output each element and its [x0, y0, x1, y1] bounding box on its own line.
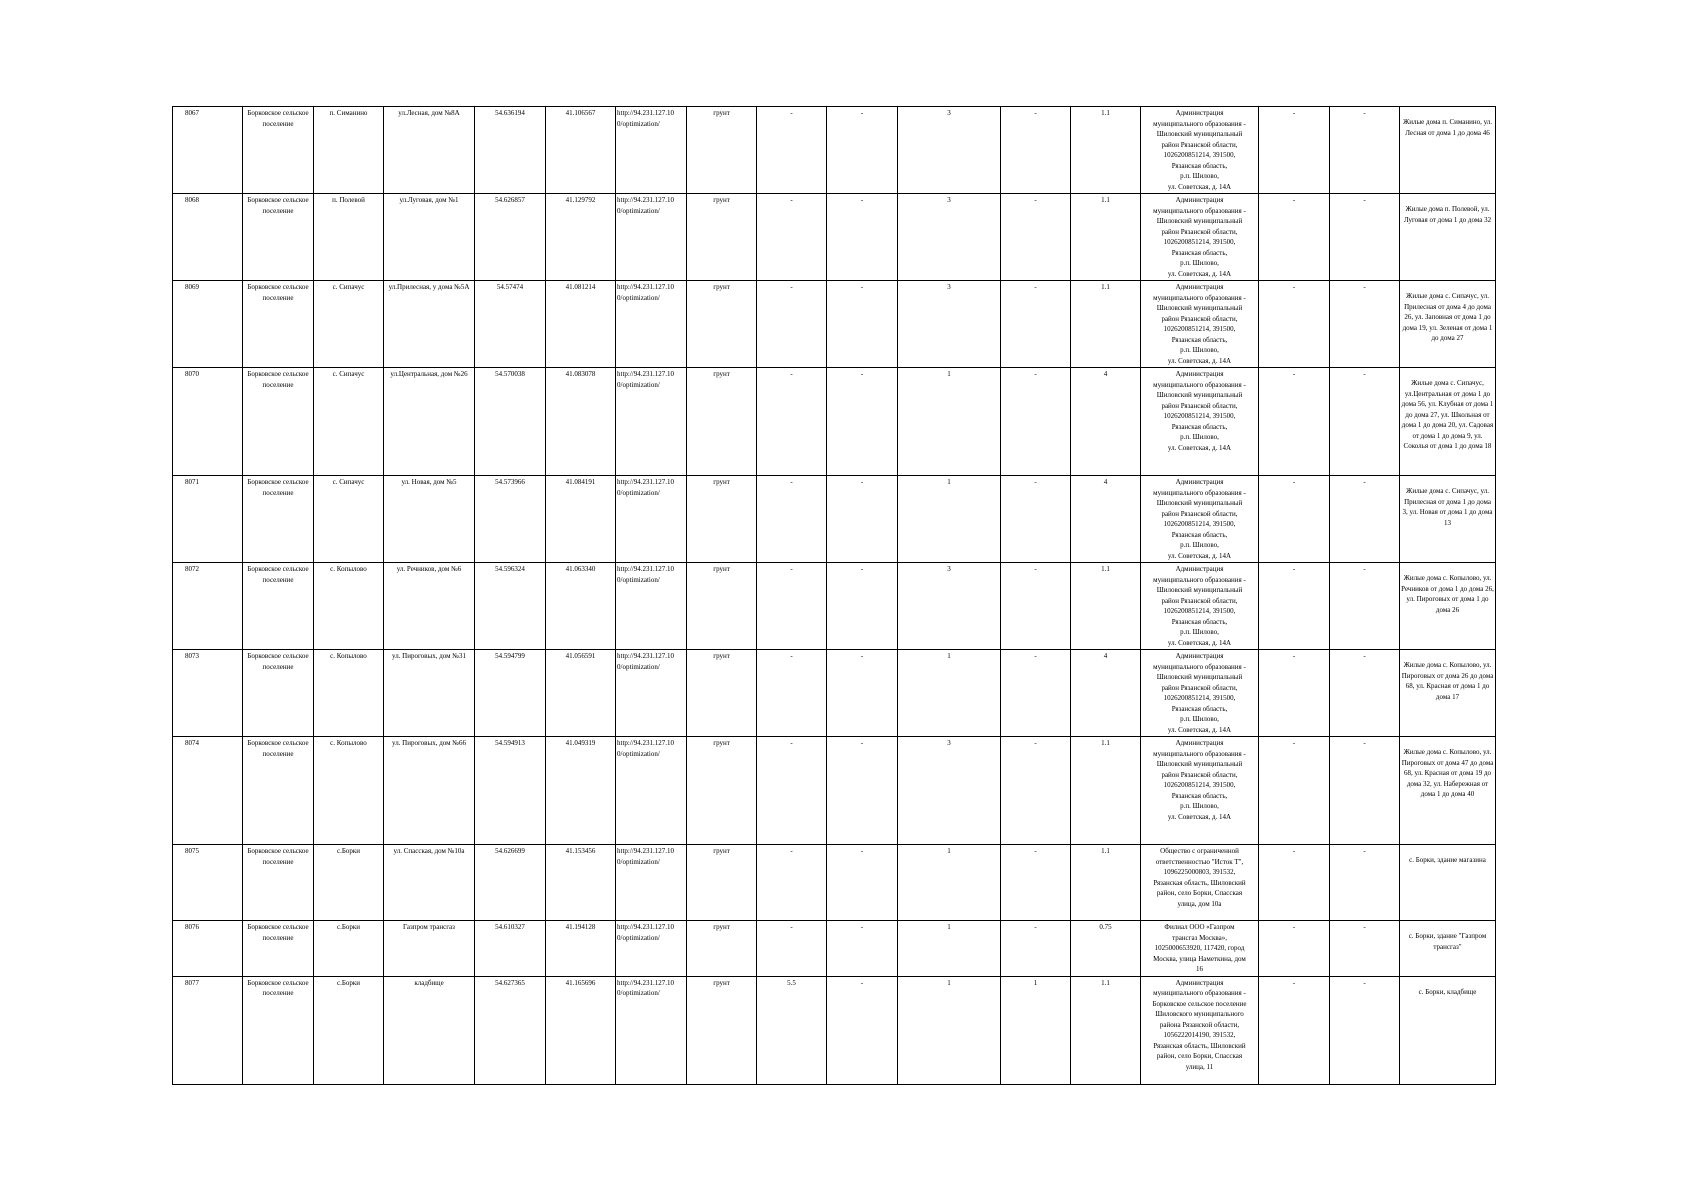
cell-address: кладбище	[384, 976, 475, 1084]
cell-address: ул.Луговая, дом №1	[384, 194, 475, 281]
table-row	[173, 281, 1496, 368]
owner-line: р.п. Шилово,	[1180, 172, 1219, 180]
cell-owner	[1141, 737, 1259, 845]
owner-line: р.п. Шилово,	[1180, 346, 1219, 354]
cell-c1: -	[757, 921, 827, 977]
owner-line: Администрация	[1175, 739, 1224, 747]
cell-owner	[1141, 107, 1259, 194]
table-row	[173, 845, 1496, 921]
cell-c5: -	[1259, 737, 1330, 845]
cell-settlement: Борковское сельское поселение	[243, 650, 314, 737]
cell-surface: грунт	[687, 976, 757, 1084]
cell-address: ул. Речников, дом №6	[384, 563, 475, 650]
cell-c3: 1	[898, 976, 1001, 1084]
owner-line: муниципального образования -	[1153, 488, 1246, 497]
owner-line: трансгаз Москва»,	[1172, 933, 1227, 942]
owner-line: Администрация	[1175, 978, 1224, 987]
cell-owner	[1141, 368, 1259, 476]
cell-c3: 3	[898, 563, 1001, 650]
cell-address: ул.Лесная, дом №8А	[384, 107, 475, 194]
cell-id: 8067	[173, 107, 243, 194]
cell-c1: -	[757, 281, 827, 368]
cell-owner	[1141, 650, 1259, 737]
owner-line: Шиловский муниципальный	[1156, 499, 1243, 507]
cell-locality: с. Копылово	[314, 563, 384, 650]
owner-line: 1025000653920, 117420, город	[1154, 944, 1245, 952]
owner-line: Москва, улица Наметкина, дом	[1153, 954, 1246, 963]
cell-c2: -	[827, 563, 898, 650]
cell-id: 8075	[173, 845, 243, 921]
cell-c3: 1	[898, 650, 1001, 737]
cell-id: 8071	[173, 476, 243, 563]
cell-c4: -	[1001, 281, 1071, 368]
cell-c5: -	[1259, 921, 1330, 977]
owner-line: 1096225000803, 391532,	[1163, 868, 1236, 876]
owner-line: Рязанская область,	[1171, 335, 1228, 344]
cell-surface: грунт	[687, 107, 757, 194]
cell-surface: грунт	[687, 737, 757, 845]
cell-lat: 54.627365	[475, 976, 546, 1084]
table-row	[173, 650, 1496, 737]
cell-c1: -	[757, 563, 827, 650]
cell-lat: 54.626857	[475, 194, 546, 281]
owner-line: Шиловского муниципального	[1155, 1010, 1244, 1018]
table-row	[173, 476, 1496, 563]
cell-lon: 41.153456	[546, 845, 616, 921]
cell-surface: грунт	[687, 921, 757, 977]
cell-settlement: Борковское сельское поселение	[243, 921, 314, 977]
cell-desc: Жилые дома п. Полевой, ул. Луговая от дома 1 до дома 32	[1400, 194, 1496, 281]
cell-locality: с.Борки	[314, 845, 384, 921]
cell-url: http://94.231.127.10 0/optimization/	[616, 976, 687, 1084]
cell-owner	[1141, 976, 1259, 1084]
cell-c5: -	[1259, 650, 1330, 737]
owner-line: район Рязанской области,	[1161, 401, 1238, 410]
cell-surface: грунт	[687, 368, 757, 476]
owner-line: 1026200851214, 391500,	[1163, 238, 1236, 246]
cell-id: 8073	[173, 650, 243, 737]
owner-line: муниципального образования -	[1153, 989, 1246, 997]
cell-owner	[1141, 281, 1259, 368]
cell-lon: 41.063340	[546, 563, 616, 650]
cell-c4: -	[1001, 368, 1071, 476]
cell-lon: 41.083078	[546, 368, 616, 476]
cell-c1: -	[757, 845, 827, 921]
owner-line: муниципального образования -	[1153, 119, 1246, 128]
cell-url: http://94.231.127.10 0/optimization/	[616, 563, 687, 650]
cell-c3: 1	[898, 921, 1001, 977]
cell-url: http://94.231.127.10 0/optimization/	[616, 194, 687, 281]
cell-url: http://94.231.127.10 0/optimization/	[616, 368, 687, 476]
owner-line: 1026200851214, 391500,	[1163, 607, 1236, 615]
cell-vol: 4	[1071, 650, 1141, 737]
cell-c6: -	[1330, 650, 1400, 737]
owner-line: район Рязанской области,	[1161, 683, 1238, 692]
cell-lon: 41.056591	[546, 650, 616, 737]
cell-c4: 1	[1001, 976, 1071, 1084]
cell-c4: -	[1001, 737, 1071, 845]
cell-c5: -	[1259, 368, 1330, 476]
table-row	[173, 194, 1496, 281]
owner-line: район, село Борки, Спасская	[1156, 889, 1243, 897]
owner-line: Шиловский муниципальный	[1156, 304, 1243, 312]
cell-desc: Жилые дома п. Симанино, ул. Лесная от дома 1 до дома 46	[1400, 107, 1496, 194]
owner-line: Шиловский муниципальный	[1156, 391, 1243, 399]
owner-line: Шиловский муниципальный	[1156, 130, 1243, 138]
cell-surface: грунт	[687, 650, 757, 737]
cell-c3: 1	[898, 476, 1001, 563]
owner-line: район Рязанской области,	[1161, 770, 1238, 779]
cell-address: ул.Центральная, дом №26	[384, 368, 475, 476]
cell-desc: Жилые дома с. Сипачус, ул. Прилесная от дома 4 до дома 26, ул. Заповная от дома 1 до дома 19, ул. Зеленая от дома 1 до дома 27	[1400, 281, 1496, 368]
cell-lon: 41.165696	[546, 976, 616, 1084]
cell-c6: -	[1330, 921, 1400, 977]
cell-c4: -	[1001, 650, 1071, 737]
owner-line: Шиловский муниципальный	[1156, 217, 1243, 225]
cell-lat: 54.570038	[475, 368, 546, 476]
cell-owner	[1141, 921, 1259, 977]
cell-vol: 1.1	[1071, 194, 1141, 281]
cell-owner	[1141, 845, 1259, 921]
cell-id: 8074	[173, 737, 243, 845]
cell-url: http://94.231.127.10 0/optimization/	[616, 737, 687, 845]
cell-c5: -	[1259, 194, 1330, 281]
cell-address: ул. Пироговых, дом №31	[384, 650, 475, 737]
cell-desc: Жилые дома с. Копылово, ул. Пироговых от дома 26 до дома 68, ул. Красная от дома 1 до дома 17	[1400, 650, 1496, 737]
cell-c3: 3	[898, 194, 1001, 281]
cell-settlement: Борковское сельское поселение	[243, 281, 314, 368]
cell-c2: -	[827, 476, 898, 563]
owner-line: Рязанская область,	[1171, 704, 1228, 713]
cell-locality: с.Борки	[314, 976, 384, 1084]
cell-owner	[1141, 476, 1259, 563]
cell-c5: -	[1259, 845, 1330, 921]
owner-line: 1056222014190, 391532,	[1163, 1031, 1236, 1039]
cell-address: ул. Спасская, дом №10а	[384, 845, 475, 921]
cell-c1: -	[757, 476, 827, 563]
cell-c6: -	[1330, 845, 1400, 921]
cell-owner	[1141, 563, 1259, 650]
cell-address: ул. Пироговых, дом №66	[384, 737, 475, 845]
cell-surface: грунт	[687, 845, 757, 921]
owner-line: муниципального образования -	[1153, 662, 1246, 671]
cell-desc: Жилые дома с. Копылово, ул. Речников от дома 1 до дома 26, ул. Пироговых от дома 1 до дома 26	[1400, 563, 1496, 650]
cell-c2: -	[827, 737, 898, 845]
cell-lat: 54.636194	[475, 107, 546, 194]
cell-settlement: Борковское сельское поселение	[243, 107, 314, 194]
cell-c5: -	[1259, 563, 1330, 650]
cell-lat: 54.610327	[475, 921, 546, 977]
owner-line: р.п. Шилово,	[1180, 628, 1219, 636]
cell-c2: -	[827, 921, 898, 977]
owner-line: Рязанская область, Шиловский	[1153, 878, 1246, 887]
cell-c6: -	[1330, 368, 1400, 476]
cell-lon: 41.129792	[546, 194, 616, 281]
cell-vol: 4	[1071, 476, 1141, 563]
owner-line: р.п. Шилово,	[1180, 802, 1219, 810]
table-row	[173, 368, 1496, 476]
cell-address: Газпром трансгаз	[384, 921, 475, 977]
cell-desc: Жилые дома с. Копылово, ул. Пироговых от дома 47 до дома 68, ул. Красная от дома 19 до дома 32, ул. Набережная от дома 1 до дома 40	[1400, 737, 1496, 845]
cell-surface: грунт	[687, 281, 757, 368]
owner-line: Рязанская область,	[1171, 248, 1228, 257]
owner-line: р.п. Шилово,	[1180, 541, 1219, 549]
cell-lat: 54.626699	[475, 845, 546, 921]
owner-line: ул. Советская, д. 14А	[1167, 725, 1232, 734]
owner-line: 1026200851214, 391500,	[1163, 151, 1236, 159]
owner-line: Филиал ООО «Газпром	[1164, 923, 1235, 931]
owner-line: район Рязанской области,	[1161, 509, 1238, 518]
owner-line: район Рязанской области,	[1161, 140, 1238, 149]
cell-c6: -	[1330, 976, 1400, 1084]
cell-locality: п. Симанино	[314, 107, 384, 194]
cell-settlement: Борковское сельское поселение	[243, 737, 314, 845]
cell-c6: -	[1330, 194, 1400, 281]
cell-c2: -	[827, 194, 898, 281]
cell-lon: 41.084191	[546, 476, 616, 563]
owner-line: р.п. Шилово,	[1180, 715, 1219, 723]
table-row	[173, 107, 1496, 194]
owner-line: ул. Советская, д. 14А	[1167, 443, 1232, 452]
owner-line: р.п. Шилово,	[1180, 433, 1219, 441]
cell-c5: -	[1259, 976, 1330, 1084]
owner-line: Рязанская область,	[1171, 617, 1228, 626]
cell-vol: 1.1	[1071, 845, 1141, 921]
owner-line: 1026200851214, 391500,	[1163, 412, 1236, 420]
cell-c4: -	[1001, 845, 1071, 921]
owner-line: муниципального образования -	[1153, 293, 1246, 302]
owner-line: Администрация	[1175, 283, 1224, 291]
owner-line: 1026200851214, 391500,	[1163, 694, 1236, 702]
cell-c5: -	[1259, 281, 1330, 368]
owner-line: район Рязанской области,	[1161, 596, 1238, 605]
cell-settlement: Борковское сельское поселение	[243, 368, 314, 476]
cell-url: http://94.231.127.10 0/optimization/	[616, 107, 687, 194]
cell-c4: -	[1001, 194, 1071, 281]
owner-line: 16	[1196, 965, 1203, 973]
cell-c5: -	[1259, 476, 1330, 563]
cell-desc: с. Борки, здание магазина	[1400, 845, 1496, 921]
cell-c1: -	[757, 368, 827, 476]
cell-c3: 1	[898, 368, 1001, 476]
cell-c3: 3	[898, 281, 1001, 368]
cell-c2: -	[827, 976, 898, 1084]
cell-c2: -	[827, 281, 898, 368]
cell-id: 8069	[173, 281, 243, 368]
cell-c6: -	[1330, 107, 1400, 194]
owner-line: район Рязанской области,	[1161, 227, 1238, 236]
cell-c2: -	[827, 650, 898, 737]
owner-line: ул. Советская, д. 14А	[1167, 182, 1232, 191]
owner-line: улица, 11	[1185, 1062, 1214, 1071]
owner-line: Рязанская область,	[1171, 791, 1228, 800]
owner-line: муниципального образования -	[1153, 380, 1246, 389]
owner-line: Администрация	[1175, 196, 1224, 204]
cell-lon: 41.106567	[546, 107, 616, 194]
table-row	[173, 976, 1496, 1084]
cell-settlement: Борковское сельское поселение	[243, 976, 314, 1084]
cell-c3: 3	[898, 107, 1001, 194]
owner-line: Шиловский муниципальный	[1156, 673, 1243, 681]
cell-c2: -	[827, 107, 898, 194]
cell-desc: с. Борки, здание "Газпром трансгаз"	[1400, 921, 1496, 977]
cell-c6: -	[1330, 563, 1400, 650]
owner-line: район Рязанской области,	[1161, 314, 1238, 323]
cell-c6: -	[1330, 737, 1400, 845]
cell-lon: 41.194128	[546, 921, 616, 977]
cell-c5: -	[1259, 107, 1330, 194]
owner-line: район, село Борки, Спасская	[1156, 1052, 1243, 1060]
cell-url: http://94.231.127.10 0/optimization/	[616, 921, 687, 977]
cell-locality: с. Сипачус	[314, 368, 384, 476]
cell-desc: Жилые дома с. Сипачус, ул.Центральная от дома 1 до дома 56, ул. Клубная от дома 1 до дома 27, ул. Школьная от дома 1 до дома 20, ул. Садовая от дома 1 до дома 9, ул. Соколья от дома 1 до дома 18	[1400, 368, 1496, 476]
owner-line: ул. Советская, д. 14А	[1167, 269, 1232, 278]
cell-vol: 1.1	[1071, 563, 1141, 650]
owner-line: Рязанская область,	[1171, 161, 1228, 170]
cell-vol: 1.1	[1071, 976, 1141, 1084]
owner-line: 1026200851214, 391500,	[1163, 325, 1236, 333]
cell-id: 8070	[173, 368, 243, 476]
cell-id: 8077	[173, 976, 243, 1084]
cell-c4: -	[1001, 107, 1071, 194]
owner-line: муниципального образования -	[1153, 749, 1246, 758]
owner-line: Администрация	[1175, 652, 1224, 660]
owner-line: ул. Советская, д. 14А	[1167, 812, 1232, 821]
cell-lat: 54.573966	[475, 476, 546, 563]
cell-c1: -	[757, 650, 827, 737]
cell-c1: -	[757, 737, 827, 845]
cell-lat: 54.596324	[475, 563, 546, 650]
cell-vol: 4	[1071, 368, 1141, 476]
owner-line: 1026200851214, 391500,	[1163, 781, 1236, 789]
cell-lat: 54.594913	[475, 737, 546, 845]
table-row	[173, 563, 1496, 650]
owner-line: Общество с ограниченной	[1160, 847, 1239, 855]
cell-c3: 3	[898, 737, 1001, 845]
cell-settlement: Борковское сельское поселение	[243, 194, 314, 281]
cell-locality: с.Борки	[314, 921, 384, 977]
cell-c6: -	[1330, 476, 1400, 563]
cell-url: http://94.231.127.10 0/optimization/	[616, 650, 687, 737]
cell-desc: Жилые дома с. Сипачус, ул. Прилесная от дома 1 до дома 3, ул. Новая от дома 1 до дома 13	[1400, 476, 1496, 563]
cell-address: ул. Новая, дом №5	[384, 476, 475, 563]
cell-vol: 1.1	[1071, 281, 1141, 368]
cell-c4: -	[1001, 476, 1071, 563]
cell-id: 8072	[173, 563, 243, 650]
cell-address: ул.Прилесная, у дома №5А	[384, 281, 475, 368]
cell-c4: -	[1001, 563, 1071, 650]
owner-line: улица, дом 10а	[1177, 899, 1222, 908]
cell-locality: с. Копылово	[314, 650, 384, 737]
cell-vol: 0.75	[1071, 921, 1141, 977]
owner-line: Рязанская область, Шиловский	[1153, 1041, 1246, 1050]
cell-locality: п. Полевой	[314, 194, 384, 281]
cell-settlement: Борковское сельское поселение	[243, 845, 314, 921]
owner-line: Администрация	[1175, 478, 1224, 486]
cell-settlement: Борковское сельское поселение	[243, 563, 314, 650]
owner-line: Рязанская область,	[1171, 530, 1228, 539]
cell-c3: 1	[898, 845, 1001, 921]
cell-lat: 54.57474	[475, 281, 546, 368]
owner-line: р.п. Шилово,	[1180, 259, 1219, 267]
owner-line: Администрация	[1175, 565, 1224, 573]
cell-c4: -	[1001, 921, 1071, 977]
owner-line: Рязанская область,	[1171, 422, 1228, 431]
cell-c6: -	[1330, 281, 1400, 368]
cell-locality: с. Копылово	[314, 737, 384, 845]
cell-locality: с. Сипачус	[314, 476, 384, 563]
cell-vol: 1.1	[1071, 737, 1141, 845]
cell-locality: с. Сипачус	[314, 281, 384, 368]
owner-line: Администрация	[1175, 370, 1224, 378]
cell-lon: 41.049319	[546, 737, 616, 845]
cell-id: 8068	[173, 194, 243, 281]
cell-url: http://94.231.127.10 0/optimization/	[616, 845, 687, 921]
owner-line: Администрация	[1175, 109, 1224, 117]
cell-c1: 5.5	[757, 976, 827, 1084]
cell-c2: -	[827, 845, 898, 921]
owner-line: ул. Советская, д. 14А	[1167, 356, 1232, 365]
owner-line: ул. Советская, д. 14А	[1167, 551, 1232, 560]
cell-lat: 54.594799	[475, 650, 546, 737]
owner-line: муниципального образования -	[1153, 575, 1246, 584]
cell-id: 8076	[173, 921, 243, 977]
owner-line: Борковское сельское поселение	[1152, 999, 1247, 1008]
owner-line: муниципального образования -	[1153, 206, 1246, 215]
cell-surface: грунт	[687, 194, 757, 281]
cell-c1: -	[757, 107, 827, 194]
cell-lon: 41.081214	[546, 281, 616, 368]
cell-c2: -	[827, 368, 898, 476]
registry-table	[172, 106, 1496, 1085]
table-row	[173, 737, 1496, 845]
cell-url: http://94.231.127.10 0/optimization/	[616, 281, 687, 368]
owner-line: Шиловский муниципальный	[1156, 586, 1243, 594]
cell-owner	[1141, 194, 1259, 281]
cell-surface: грунт	[687, 476, 757, 563]
owner-line: Шиловский муниципальный	[1156, 760, 1243, 768]
cell-url: http://94.231.127.10 0/optimization/	[616, 476, 687, 563]
cell-settlement: Борковское сельское поселение	[243, 476, 314, 563]
cell-desc: с. Борки, кладбище	[1400, 976, 1496, 1084]
cell-vol: 1.1	[1071, 107, 1141, 194]
owner-line: 1026200851214, 391500,	[1163, 520, 1236, 528]
cell-c1: -	[757, 194, 827, 281]
cell-surface: грунт	[687, 563, 757, 650]
owner-line: района Рязанской области,	[1159, 1020, 1240, 1029]
owner-line: ответственностью "Исток Т",	[1155, 857, 1244, 866]
table-row	[173, 921, 1496, 977]
owner-line: ул. Советская, д. 14А	[1167, 638, 1232, 647]
